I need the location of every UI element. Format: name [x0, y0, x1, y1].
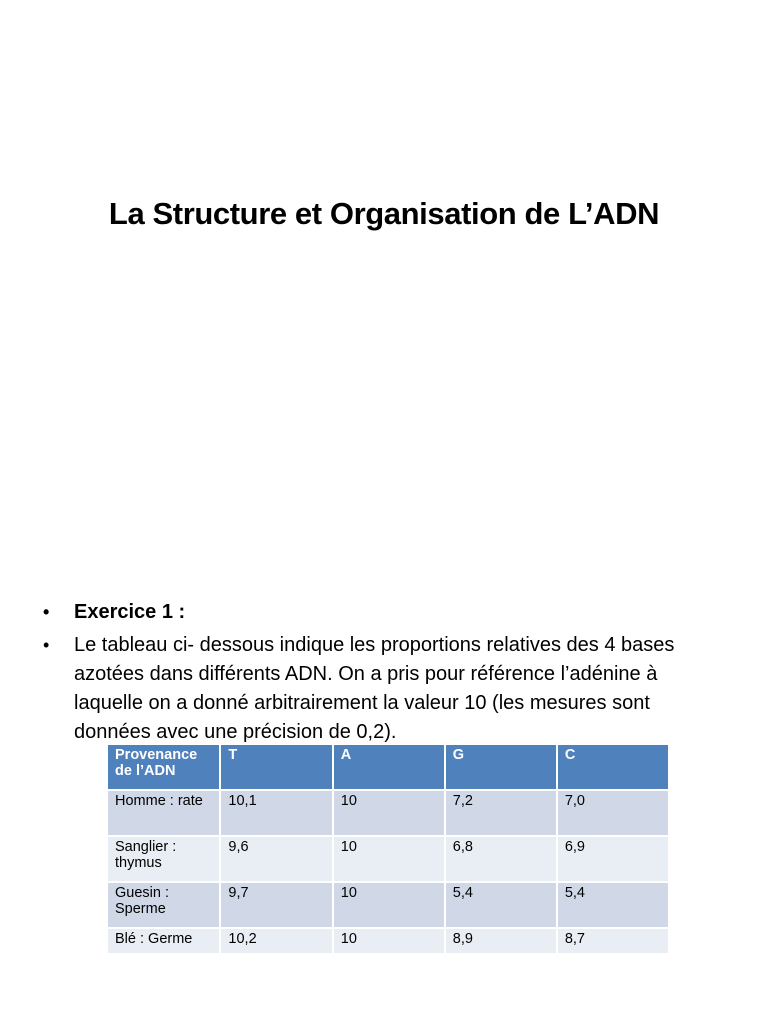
bullet-icon: • [43, 602, 50, 622]
cell-provenance: Homme : rate [107, 790, 220, 836]
cell-t: 9,6 [220, 836, 332, 882]
header-t: T [220, 744, 332, 790]
bullet-icon: • [43, 635, 50, 655]
cell-c: 8,7 [557, 928, 669, 954]
exercise-heading: Exercice 1 : [74, 601, 186, 623]
cell-g: 6,8 [445, 836, 557, 882]
header-c: C [557, 744, 669, 790]
base-proportions-table [106, 743, 670, 955]
cell-c: 6,9 [557, 836, 669, 882]
cell-g: 5,4 [445, 882, 557, 928]
cell-t: 10,2 [220, 928, 332, 954]
cell-c: 7,0 [557, 790, 669, 836]
table-row [107, 882, 669, 928]
header-g: G [445, 744, 557, 790]
cell-t: 9,7 [220, 882, 332, 928]
slide-title: La Structure et Organisation de L’ADN [108, 196, 660, 231]
table-row [107, 928, 669, 954]
exercise-description: Le tableau ci- dessous indique les proportions relatives des 4 bases azotées dans différents ADN. On a pris pour référence l’adénine à laquelle on a donné arbitrairement la valeur 10 (les mesures sont données avec une précision de 0,2). [74, 634, 675, 743]
header-a: A [333, 744, 445, 790]
table-row [107, 836, 669, 882]
bullet-item-exercise [40, 598, 720, 627]
bullet-item-description [40, 631, 720, 747]
table-row [107, 790, 669, 836]
cell-provenance: Sanglier : thymus [107, 836, 220, 882]
cell-t: 10,1 [220, 790, 332, 836]
cell-g: 8,9 [445, 928, 557, 954]
header-provenance: Provenance de l’ADN [107, 744, 220, 790]
bullet-list [40, 598, 720, 751]
cell-a: 10 [333, 882, 445, 928]
cell-g: 7,2 [445, 790, 557, 836]
cell-provenance: Guesin : Sperme [107, 882, 220, 928]
cell-c: 5,4 [557, 882, 669, 928]
cell-provenance: Blé : Germe [107, 928, 220, 954]
table-header-row [107, 744, 669, 790]
cell-a: 10 [333, 836, 445, 882]
cell-a: 10 [333, 928, 445, 954]
cell-a: 10 [333, 790, 445, 836]
